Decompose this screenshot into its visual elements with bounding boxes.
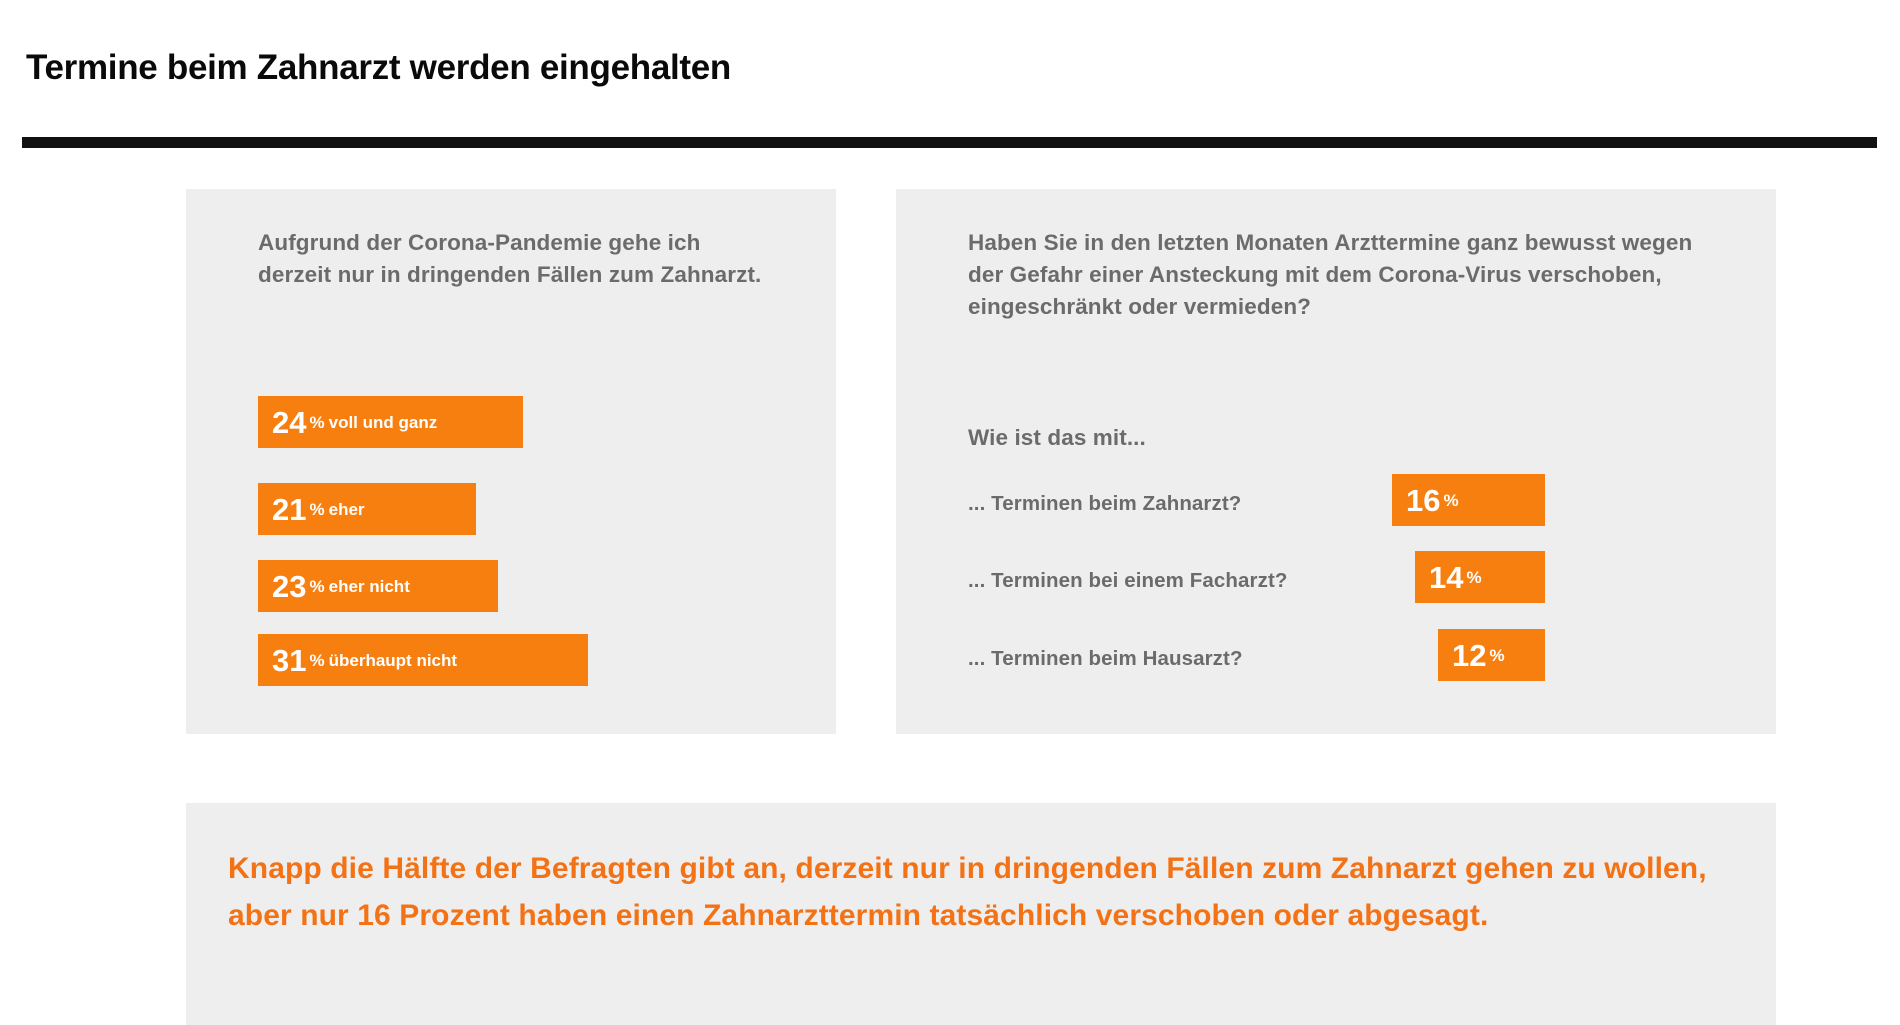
right-row-label-1: ... Terminen bei einem Facharzt? bbox=[968, 569, 1288, 592]
bar-left-0-label: voll und ganz bbox=[328, 412, 438, 432]
bar-left-0-value: 24 bbox=[272, 404, 307, 440]
bar-left-2-value: 23 bbox=[272, 568, 307, 604]
bar-right-1 bbox=[1415, 551, 1545, 603]
bar-left-3-label: überhaupt nicht bbox=[328, 650, 458, 670]
bar-left-3-percent: % bbox=[309, 650, 325, 670]
page-title: Termine beim Zahnarzt werden eingehalten bbox=[26, 48, 732, 87]
bar-right-0-percent: % bbox=[1443, 490, 1459, 510]
bar-left-0 bbox=[258, 396, 523, 448]
bar-left-1-value: 21 bbox=[272, 491, 307, 527]
bar-left-1 bbox=[258, 483, 476, 535]
bar-left-1-percent: % bbox=[309, 499, 325, 519]
bar-right-0-value: 16 bbox=[1406, 482, 1441, 518]
right-subquestion-text: Wie ist das mit... bbox=[968, 425, 1146, 450]
bar-left-0-percent: % bbox=[309, 412, 325, 432]
left-question-text: Aufgrund der Corona-Pandemie gehe ich derzeit nur in dringenden Fällen zum Zahnarzt. bbox=[258, 230, 762, 287]
title-divider bbox=[22, 137, 1877, 148]
bar-right-2 bbox=[1438, 629, 1545, 681]
bar-right-0 bbox=[1392, 474, 1545, 526]
bar-left-2 bbox=[258, 560, 498, 612]
right-question-text: Haben Sie in den letzten Monaten Arzttermine ganz bewusst wegen der Gefahr einer Ansteckung mit dem Corona-Virus verschoben, eingeschränkt oder vermieden? bbox=[968, 230, 1693, 319]
bar-left-3-value: 31 bbox=[272, 642, 307, 678]
bar-right-1-percent: % bbox=[1466, 567, 1482, 587]
bar-right-1-value: 14 bbox=[1429, 559, 1464, 595]
bar-right-2-value: 12 bbox=[1452, 637, 1487, 673]
bar-left-3 bbox=[258, 634, 588, 686]
bar-left-2-label: eher nicht bbox=[328, 576, 410, 596]
bar-left-1-label: eher bbox=[328, 499, 365, 519]
bar-left-2-percent: % bbox=[309, 576, 325, 596]
right-row-label-0: ... Terminen beim Zahnarzt? bbox=[968, 492, 1242, 515]
summary-text: Knapp die Hälfte der Befragten gibt an, derzeit nur in dringenden Fällen zum Zahnarzt gehen zu wollen, aber nur 16 Prozent haben einen Zahnarzttermin tatsächlich verschoben oder abgesagt. bbox=[228, 852, 1707, 932]
bar-right-2-percent: % bbox=[1489, 645, 1505, 665]
right-row-label-2: ... Terminen beim Hausarzt? bbox=[968, 647, 1243, 670]
